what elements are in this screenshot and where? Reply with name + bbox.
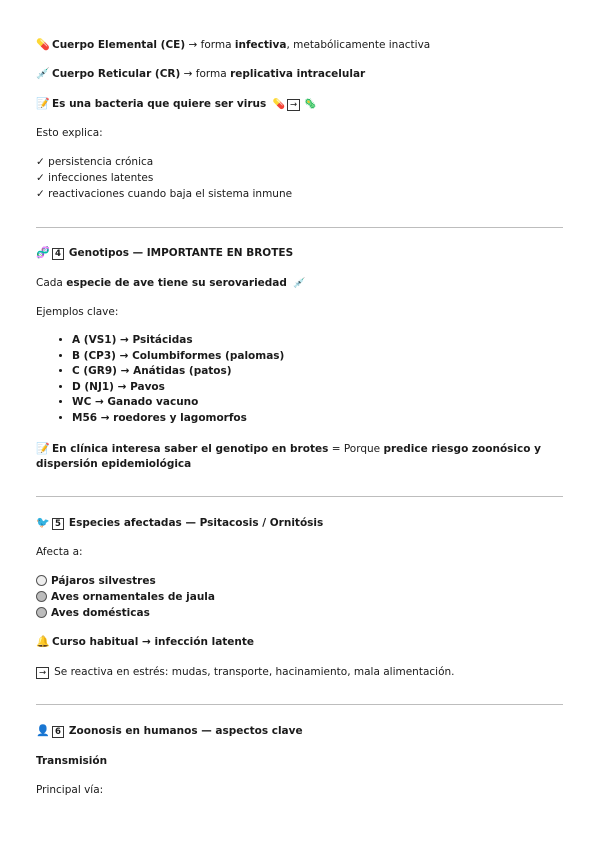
course-line: 🔔 Curso habitual → infección latente	[36, 635, 255, 648]
microbe-icon: 🦠	[304, 99, 317, 110]
section-number-badge: 5	[52, 518, 64, 530]
divider	[36, 704, 563, 705]
person-icon: 👤	[36, 724, 50, 737]
section-number-badge: 4	[52, 248, 64, 260]
dna-icon: 🧬	[36, 246, 50, 259]
genotype-list	[36, 333, 284, 426]
section-number-badge: 6	[52, 726, 64, 738]
syringe-icon: 💉	[36, 67, 50, 80]
ce-pre: forma	[200, 39, 232, 51]
ce-bold: infectiva	[234, 39, 287, 51]
arrow-box-icon: →	[287, 99, 300, 111]
examples-label: Ejemplos clave:	[36, 306, 119, 318]
serovar-line: Cada especie de ave tiene su serovariedad 💉	[36, 277, 306, 289]
section-4-heading	[36, 246, 293, 260]
list-item: • WC → Ganado vacuno	[72, 395, 284, 411]
bird-item: Pájaros silvestres	[36, 574, 156, 588]
capsule-icon: 💊	[272, 99, 286, 110]
cr-pre: forma	[195, 68, 227, 80]
affects-label: Afecta a:	[36, 546, 83, 558]
ce-rest: , metabólicamente inactiva	[286, 39, 431, 51]
check-item: ✓ reactivaciones cuando baja el sistema inmune	[36, 188, 293, 200]
check-item: ✓ persistencia crónica	[36, 156, 154, 168]
list-item: • B (CP3) → Columbiformes (palomas)	[72, 349, 284, 365]
section-6-heading	[36, 724, 303, 738]
check-icon: ✓	[36, 156, 45, 168]
reactivation-line: → Se reactiva en estrés: mudas, transporte, hacinamiento, mala alimentación.	[36, 665, 455, 679]
cr-line	[36, 67, 365, 81]
cr-name: Cuerpo Reticular (CR)	[52, 68, 181, 80]
check-icon: ✓	[36, 188, 45, 200]
bell-icon: 🔔	[36, 635, 50, 648]
bird-item: Aves domésticas	[36, 606, 150, 620]
list-item: • A (VS1) → Psitácidas	[72, 333, 284, 349]
explains-label: Esto explica:	[36, 127, 103, 139]
check-icon: ✓	[36, 172, 45, 184]
cr-bold: replicativa intracelular	[230, 68, 366, 80]
list-item: • D (NJ1) → Pavos	[72, 380, 284, 396]
divider	[36, 496, 563, 497]
bird-item: Aves ornamentales de jaula	[36, 590, 215, 604]
bird-icon: 🐦	[36, 516, 50, 529]
circle-icon	[36, 575, 47, 586]
list-item: • M56 → roedores y lagomorfos	[72, 411, 284, 427]
ce-line	[36, 38, 430, 52]
ce-name: Cuerpo Elemental (CE)	[52, 39, 186, 51]
section-5-heading	[36, 516, 323, 530]
cr-arrow: →	[183, 68, 193, 80]
memo-icon: 📝	[36, 442, 50, 455]
route-label: Principal vía:	[36, 784, 104, 796]
list-item: • C (GR9) → Anátidas (patos)	[72, 364, 284, 380]
divider	[36, 227, 563, 228]
virus-note-line	[36, 97, 317, 112]
memo-icon: 📝	[36, 97, 50, 110]
arrow-box-icon: →	[36, 667, 49, 679]
section-title: Especies afectadas — Psitacosis / Ornitósis	[68, 517, 324, 529]
ce-arrow: →	[188, 39, 198, 51]
pill-icon: 💊	[36, 38, 50, 51]
virus-note: Es una bacteria que quiere ser virus	[52, 98, 267, 110]
clinic-note: 📝 En clínica interesa saber el genotipo en brotes = Porque predice riesgo zoonósico y dispersión epidemiológica	[36, 442, 541, 470]
check-item: ✓ infecciones latentes	[36, 172, 154, 184]
section-title: Zoonosis en humanos — aspectos clave	[68, 725, 303, 737]
section-title: Genotipos — IMPORTANTE EN BROTES	[68, 247, 294, 259]
transmission-heading: Transmisión	[36, 755, 108, 767]
circle-icon	[36, 607, 47, 618]
circle-icon	[36, 591, 47, 602]
syringe-icon: 💉	[293, 278, 306, 289]
